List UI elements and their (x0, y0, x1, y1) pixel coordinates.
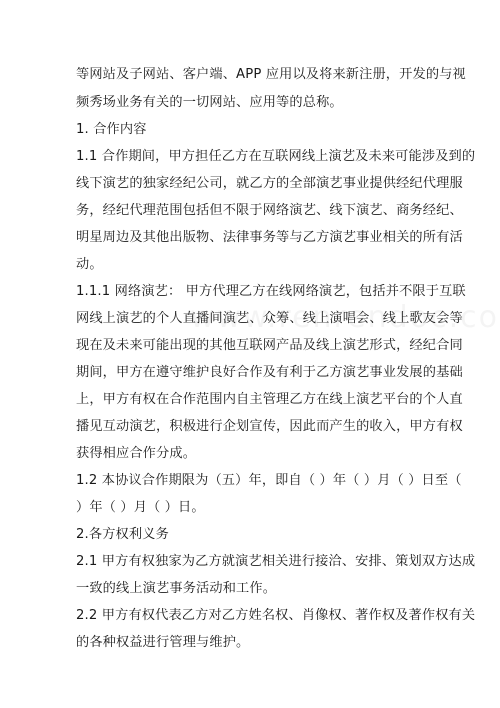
text-line: 明星周边及其他出版物、法律事务等与乙方演艺事业相关的所有活 (76, 230, 463, 245)
text-line: 2.1 甲方有权独家为乙方就演艺相关进行接洽、安排、策划双方达成 (76, 554, 476, 569)
text-line: 动。 (76, 257, 103, 272)
section-heading: 1. 合作内容 (76, 122, 147, 137)
text-line: 1.1.1 网络演艺： 甲方代理乙方在线网络演艺，包括并不限于互联 (76, 284, 466, 299)
text-line: 一致的线上演艺事务活动和工作。 (76, 581, 277, 596)
text-line: 的各种权益进行管理与维护。 (76, 635, 250, 650)
text-line: 频秀场业务有关的一切网站、应用等的总称。 (76, 95, 343, 110)
text-line: 现在及未来可能出现的其他互联网产品及线上演艺形式，经纪合同 (76, 338, 463, 353)
text-line: 等网站及子网站、客户端、APP 应用以及将来新注册，开发的与视 (76, 67, 466, 82)
text-line: 网线上演艺的个人直播间演艺、众筹、线上演唱会、线上歌友会等 (76, 311, 463, 326)
text-line: 获得相应合作分成。 (76, 446, 197, 461)
text-line: 1.2 本协议合作期限为（五）年，即自（ ）年（ ）月（ ）日至（ (76, 473, 462, 488)
text-line: ）年（ ）月（ ）日。 (76, 500, 205, 515)
section-heading: 2.各方权利义务 (76, 527, 169, 542)
text-line: 播见互动演艺，积极进行企划宣传，因此而产生的收入，甲方有权 (76, 419, 463, 434)
text-line: 务，经纪代理范围包括但不限于网络演艺、线下演艺、商务经纪、 (76, 203, 463, 218)
text-line: 1.1 合作期间，甲方担任乙方在互联网线上演艺及未来可能涉及到的 (76, 149, 476, 164)
text-line: 线下演艺的独家经纪公司，就乙方的全部演艺事业提供经纪代理服 (76, 176, 463, 191)
text-line: 上，甲方有权在合作范围内自主管理乙方在线上演艺平台的个人直 (76, 392, 463, 407)
text-line: 期间，甲方在遵守维护良好合作及有利于乙方演艺事业发展的基础 (76, 365, 463, 380)
text-line: 2.2 甲方有权代表乙方对乙方姓名权、肖像权、著作权及著作权有关 (76, 608, 476, 623)
